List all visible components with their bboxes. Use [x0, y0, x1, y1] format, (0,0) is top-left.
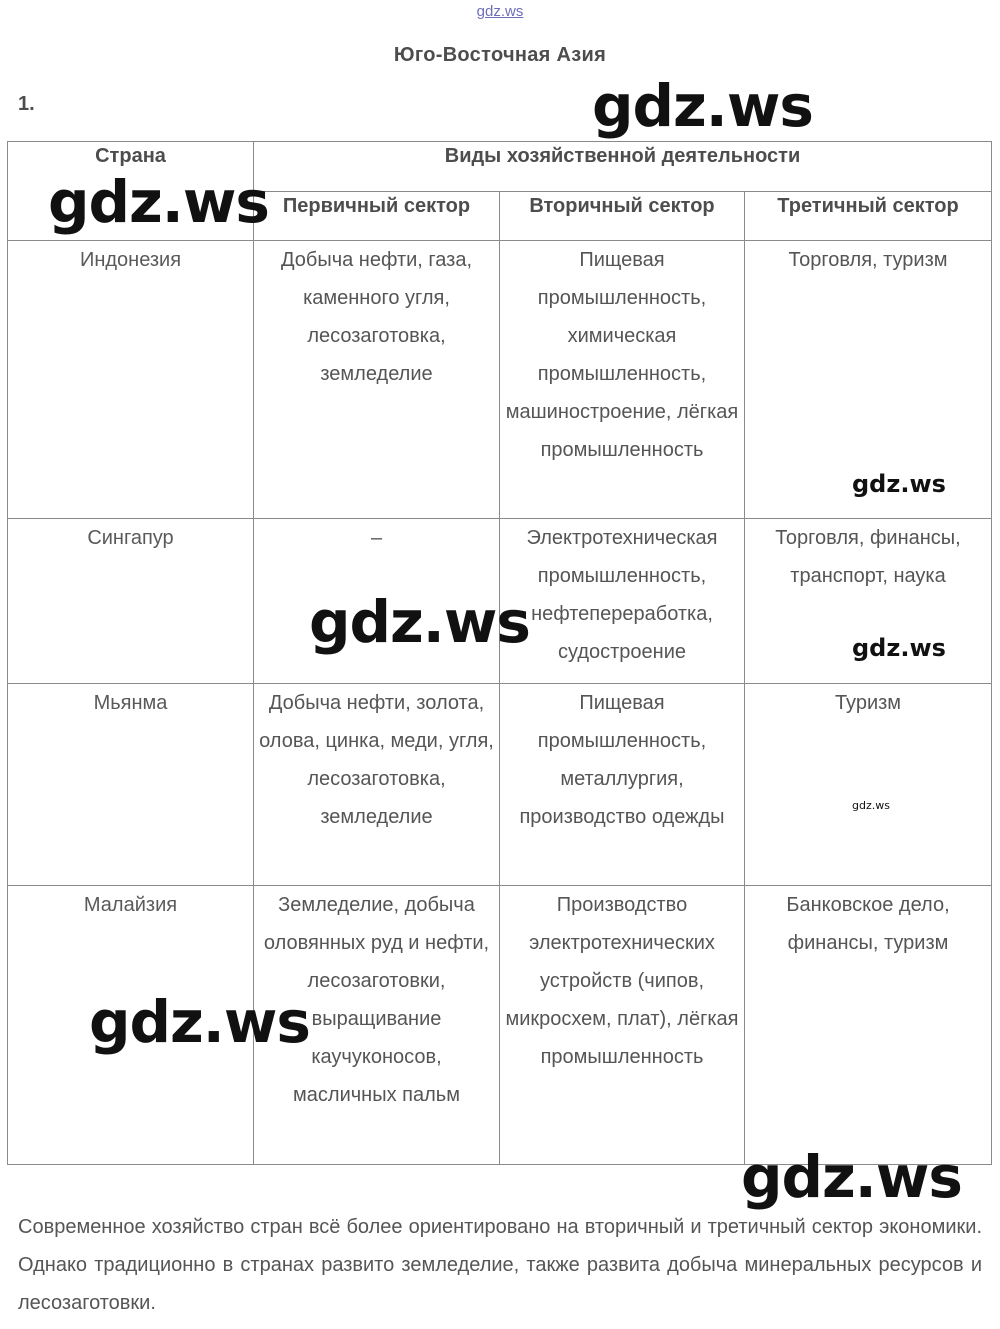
cell-country: Индонезия [8, 241, 254, 519]
cell-primary: Добыча нефти, газа, каменного угля, лесозаготовка, земледелие [254, 241, 500, 519]
watermark: gdz.ws [48, 168, 269, 236]
table-row [8, 241, 992, 519]
cell-secondary: Пищевая промышленность, металлургия, производство одежды [500, 684, 745, 886]
header-secondary-sector: Вторичный сектор [500, 192, 745, 241]
cell-tertiary: Торговля, финансы, транспорт, наука [745, 519, 992, 684]
cell-tertiary: Туризм [745, 684, 992, 886]
cell-tertiary: Банковское дело, финансы, туризм [745, 886, 992, 1165]
cell-primary: Добыча нефти, золота, олова, цинка, меди, угля, лесозаготовка, земледелие [254, 684, 500, 886]
cell-primary: Земледелие, добыча оловянных руд и нефти, лесозаготовки, выращивание каучуконосов, масличных пальм [254, 886, 500, 1165]
table-row [8, 684, 992, 886]
conclusion-paragraph: Современное хозяйство стран всё более ориентировано на вторичный и третичный сектор экономики. Однако традиционно в странах развито земледелие, также развита добыча минеральных ресурсов и лесозаготовки. [18, 1216, 982, 1314]
task-number: 1. [18, 93, 35, 115]
cell-country: Малайзия [8, 886, 254, 1165]
watermark: gdz.ws [852, 799, 890, 812]
watermark: gdz.ws [89, 988, 310, 1056]
cell-secondary: Электротехническая промышленность, нефтепереработка, судостроение [500, 519, 745, 684]
watermark: gdz.ws [309, 588, 530, 656]
cell-country: Сингапур [8, 519, 254, 684]
watermark: gdz.ws [592, 72, 813, 140]
header-country: Страна [8, 142, 254, 241]
header-tertiary-sector: Третичный сектор [745, 192, 992, 241]
site-mark-link[interactable]: gdz.ws [476, 3, 524, 20]
cell-primary: – [254, 519, 500, 684]
header-activity-types: Виды хозяйственной деятельности [254, 142, 992, 192]
watermark: gdz.ws [852, 470, 946, 498]
watermark: gdz.ws [852, 634, 946, 662]
header-primary-sector: Первичный сектор [254, 192, 500, 241]
cell-secondary: Производство электротехнических устройств (чипов, микросхем, плат), лёгкая промышленность [500, 886, 745, 1165]
cell-secondary: Пищевая промышленность, химическая промышленность, машиностроение, лёгкая промышленность [500, 241, 745, 519]
watermark: gdz.ws [741, 1143, 962, 1211]
page-title: Юго-Восточная Азия [393, 44, 607, 66]
cell-country: Мьянма [8, 684, 254, 886]
cell-tertiary: Торговля, туризм [745, 241, 992, 519]
